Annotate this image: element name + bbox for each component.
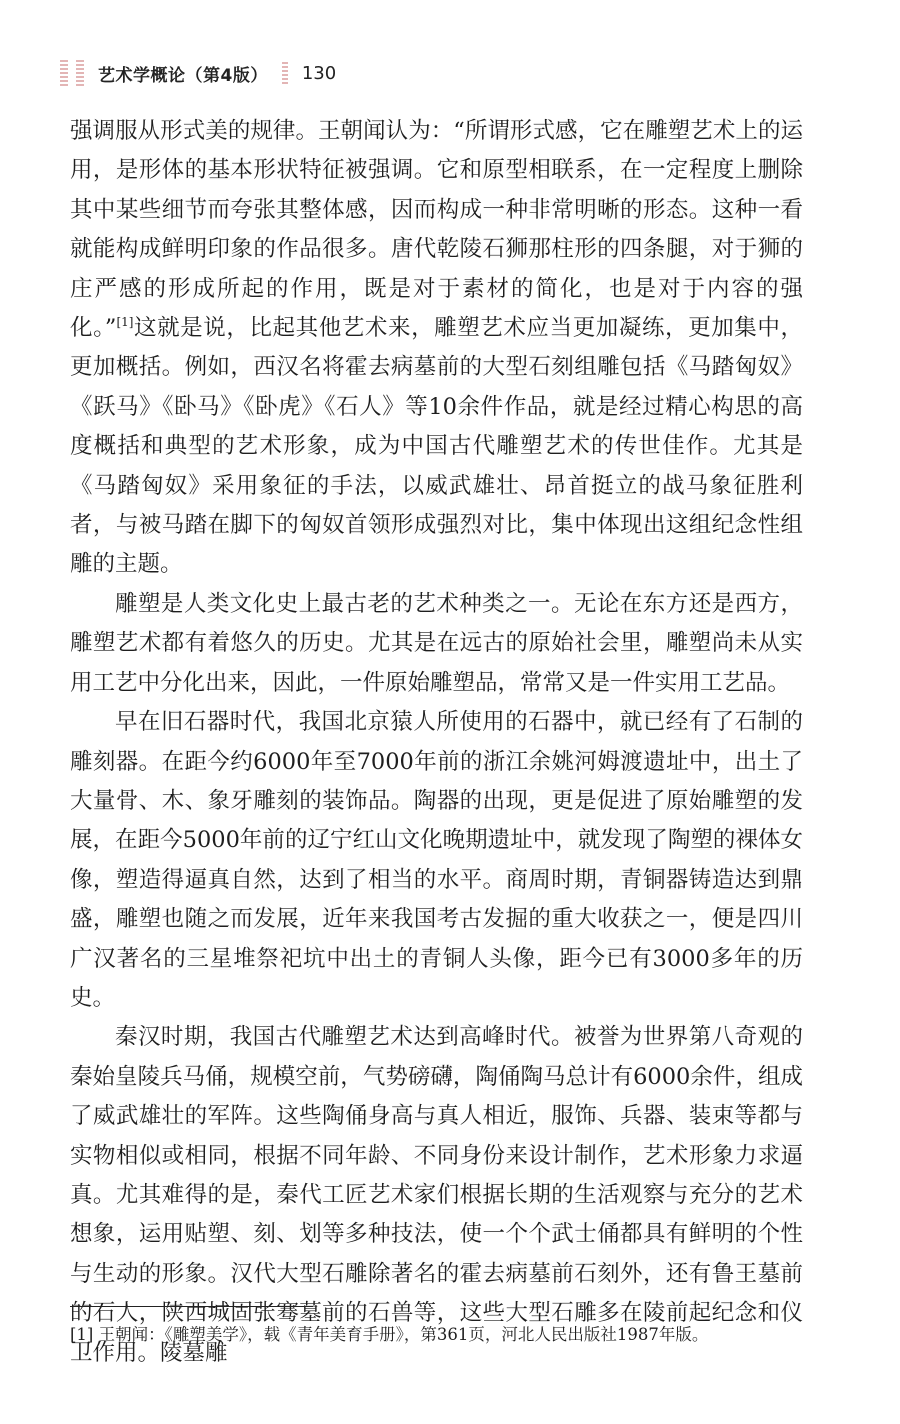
header-decoration xyxy=(60,60,84,86)
paragraph: 雕塑是人类文化史上最古老的艺术种类之一。无论在东方还是西方，雕塑艺术都有着悠久的历史。尤其是在远古的原始社会里，雕塑尚未从实用工艺中分化出来，因此，一件原始雕塑品，常常又是一件实用工艺品。 xyxy=(70,590,803,696)
header-mark xyxy=(60,60,68,86)
body-text xyxy=(70,112,803,1373)
paragraph xyxy=(70,112,803,585)
paragraph-text: 这就是说，比起其他艺术来，雕塑艺术应当更加凝练，更加集中，更加概括。例如，西汉名将霍去病墓前的大型石刻组雕包括《马踏匈奴》《跃马》《卧马》《卧虎》《石人》等10余件作品，就是经过精心构思的高度概括和典型的艺术形象，成为中国古代雕塑艺术的传世佳作。尤其是《马踏匈奴》采用象征的手法，以威武雄壮、昂首挺立的战马象征胜利者，与被马踏在脚下的匈奴首领形成强烈对比，集中体现出这组纪念性组雕的主题。 xyxy=(70,315,803,578)
book-title: 艺术学概论（第4版） xyxy=(98,65,268,86)
header-mark xyxy=(76,60,84,86)
paragraph: 早在旧石器时代，我国北京猿人所使用的石器中，就已经有了石制的雕刻器。在距今约6000年至7000年前的浙江余姚河姆渡遗址中，出土了大量骨、木、象牙雕刻的装饰品。陶器的出现，更是促进了原始雕塑的发展，在距今5000年前的辽宁红山文化晚期遗址中，就发现了陶塑的裸体女像，塑造得逼真自然，达到了相当的水平。商周时期，青铜器铸造达到鼎盛，雕塑也随之而发展，近年来我国考古发掘的重大收获之一，便是四川广汉著名的三星堆祭祀坑中出土的青铜人头像，距今已有3000多年的历史。 xyxy=(70,709,803,1011)
header-separator xyxy=(282,62,288,84)
footnote-divider xyxy=(70,1306,313,1307)
footnote-reference[interactable]: [1] xyxy=(116,315,134,330)
paragraph-text: 强调服从形式美的规律。王朝闻认为：“所谓形式感，它在雕塑艺术上的运用，是形体的基本形状特征被强调。它和原型相联系，在一定程度上删除其中某些细节而夸张其整体感，因而构成一种非常明晰的形态。这种一看就能构成鲜明印象的作品很多。唐代乾陵石狮那柱形的四条腿，对于狮的庄严感的形成所起的作用，既是对于素材的简化，也是对于内容的强化。” xyxy=(70,118,803,342)
paragraph: 秦汉时期，我国古代雕塑艺术达到高峰时代。被誉为世界第八奇观的秦始皇陵兵马俑，规模空前，气势磅礴，陶俑陶马总计有6000余件，组成了威武雄壮的军阵。这些陶俑身高与真人相近，服饰、兵器、装束等都与实物相似或相同，根据不同年龄、不同身份来设计制作，艺术形象力求逼真。尤其难得的是，秦代工匠艺术家们根据长期的生活观察与充分的艺术想象，运用贴塑、刻、划等多种技法，使一个个武士俑都具有鲜明的个性与生动的形象。汉代大型石雕除著名的霍去病墓前石刻外，还有鲁王墓前的石人，陕西城固张骞墓前的石兽等，这些大型石雕多在陵前起纪念和仪卫作用。陵墓雕 xyxy=(70,1024,803,1366)
footnote: [1] 王朝闻：《雕塑美学》，载《青年美育手册》，第361页，河北人民出版社1987年版。 xyxy=(70,1325,709,1344)
running-header xyxy=(60,55,336,91)
page-number: 130 xyxy=(301,62,337,84)
